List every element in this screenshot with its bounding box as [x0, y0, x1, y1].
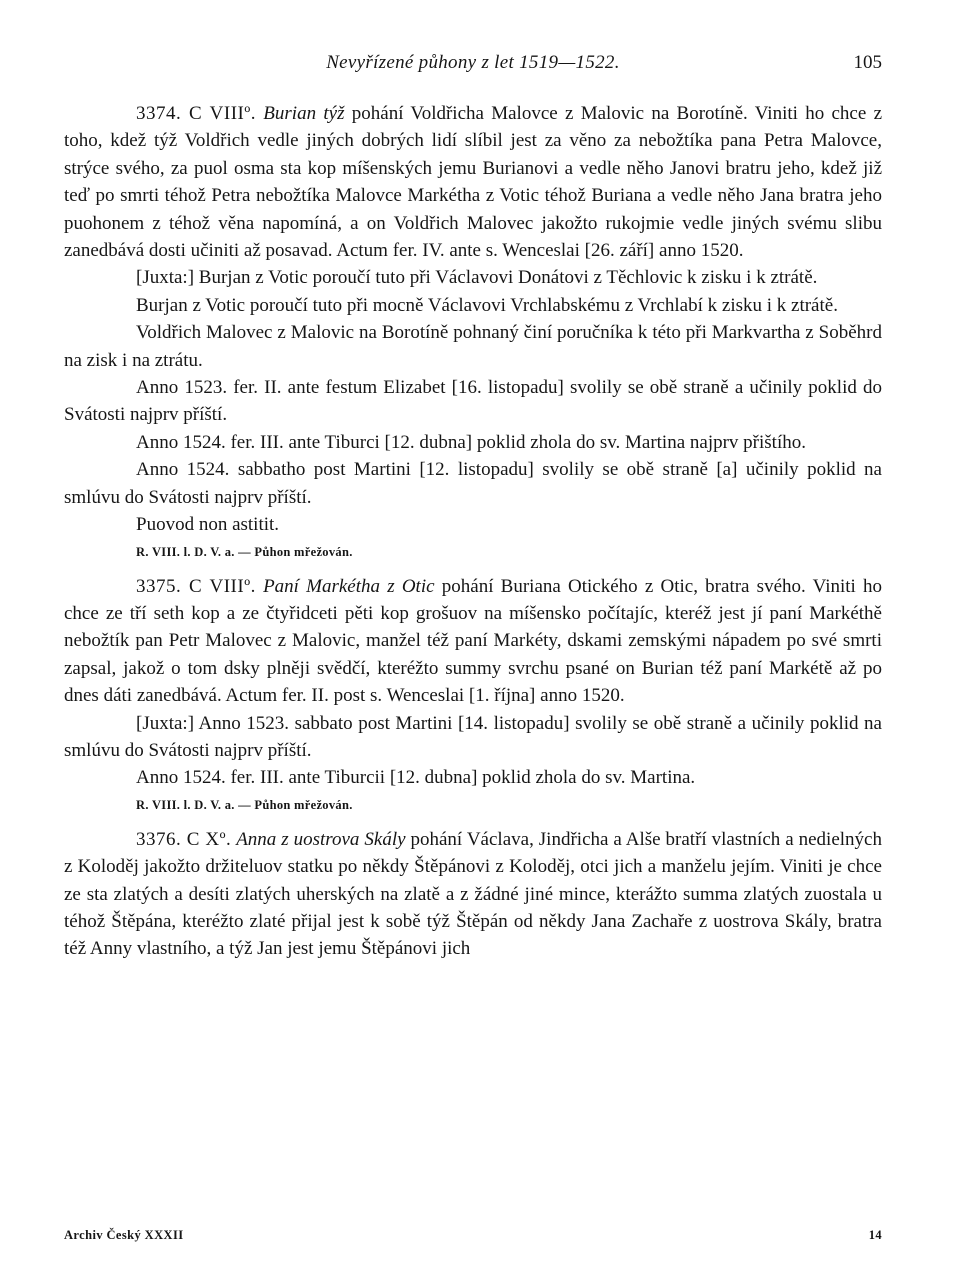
page-number: 105	[853, 52, 882, 73]
paragraph: Anno 1523. fer. II. ante festum Elizabet [16. listopadu] svolily se obě straně a učinily poklid do Svátosti najprv příští.	[64, 377, 882, 426]
plaintiff-name: Paní Markétha z Otic	[263, 575, 435, 597]
paragraph: Anno 1524. sabbatho post Martini [12. listopadu] svolily se obě straně [a] učinily poklid na smlúvu do Svátosti najprv příští.	[64, 459, 882, 508]
juxta-paragraph: [Juxta:] Anno 1523. sabbato post Martini [14. listopadu] svolily se obě straně a učinily poklid na smlúvu do Svátosti najprv příští.	[64, 712, 882, 761]
paragraph: Puovod non astitit.	[136, 514, 280, 536]
page-footer	[64, 1228, 882, 1248]
publication-signature: Archiv Český XXXII	[64, 1228, 184, 1242]
juxta-paragraph: [Juxta:] Burjan z Votic poroučí tuto při Václavovi Donátovi z Těchlovic k zisku i k ztrátě.	[136, 267, 818, 289]
entry-text: pohání Václava, Jindřicha a Alše bratří vlastních a nedielných z Koloděj jakožto držiteluov statku po někdy Štěpánovi z Koloděj, otci jich a manželu jejím. Viniti je chce ze sta zlatých a desíti zlatých uherských na zlatě a z žádné jiné mince, kterážto summa zlatých zuostala u téhož Štěpána, kteréžto zlaté přijal jest k sobě týž Štěpán od někdy Jana Zachaře z uostrova Skály, bratra též Anny vlastního, a týž Jan jest jemu Štěpánovi jich	[64, 828, 882, 960]
entry-text: pohání Voldřicha Malovce z Malovic na Borotíně. Viniti ho chce z toho, kdež týž Voldřich vedle jiných dobrých lidí slíbil jest za věno za nebožtíka pana Petra Malovce, strýce svého, za puol osma sta kop míšenských jemu Burianovi a vedle něho Janovi bratru jeho, kdež již teď po smrti téhož Petra nebožtíka Malovce Markétha z Votic téhož Buriana a vedle něho Jana bratra jeho puohonem z téhož věna napomíná, a on Voldřich Malovec jakožto rukojmie vedle jiných svému slibu zanedbává dosti učiniti až posavad. Actum fer. IV. ante s. Wenceslai [26. září] anno 1520.	[64, 103, 883, 262]
entry-number: 3374. C VIIIº.	[136, 103, 256, 124]
entry-text: pohání Buriana Otického z Otic, bratra svého. Viniti ho chce ze tří seth kop a ze čtyřidceti pěti kop grošuov na míšensko počítajíc, kteréž jest jí paní Markéthě nebožtík pan Petr Malovec z Malovic, manžel též paní Markéty, dskami zemskými nápadem po své smrti zapsal, jakož o tom dsky plněji svědčí, kteréžto summy svrchu psané on Burian též paní Markétě až po dnes dáti zanedbává. Actum fer. II. post s. Wenceslai [1. října] anno 1520.	[64, 575, 883, 707]
entry-number: 3376. C Xº.	[136, 828, 232, 850]
page-header	[64, 52, 882, 76]
entry-3376-opening	[64, 826, 882, 963]
paragraph: Voldřich Malovec z Malovic na Borotíně pohnaný činí poručníka k této při Markvartha z Soběhrd na zisk i na ztrátu.	[64, 322, 882, 371]
plaintiff-name: Burian týž	[263, 103, 345, 124]
paragraph: Anno 1524. fer. III. ante Tiburcii [12. dubna] poklid zhola do sv. Martina.	[136, 767, 696, 789]
running-title: Nevyřízené půhony z let 1519—1522.	[326, 52, 620, 73]
body-text	[64, 100, 882, 963]
entry-3374-opening	[64, 100, 882, 264]
plaintiff-name: Anna z uostrova Skály	[236, 828, 406, 850]
entry-3375-opening	[64, 573, 882, 710]
paragraph: Burjan z Votic poroučí tuto při mocně Václavovi Vrchlabskému z Vrchlabí k zisku i k ztrátě.	[136, 294, 838, 316]
source-reference: R. VIII. l. D. V. a. — Půhon mřežován.	[136, 797, 353, 812]
paragraph: Anno 1524. fer. III. ante Tiburci [12. dubna] poklid zhola do sv. Martina najprv přištího.	[136, 431, 806, 453]
source-reference: R. VIII. l. D. V. a. — Půhon mřežován.	[136, 544, 353, 559]
sheet-number: 14	[868, 1228, 882, 1242]
entry-number: 3375. C VIIIº.	[136, 575, 256, 597]
